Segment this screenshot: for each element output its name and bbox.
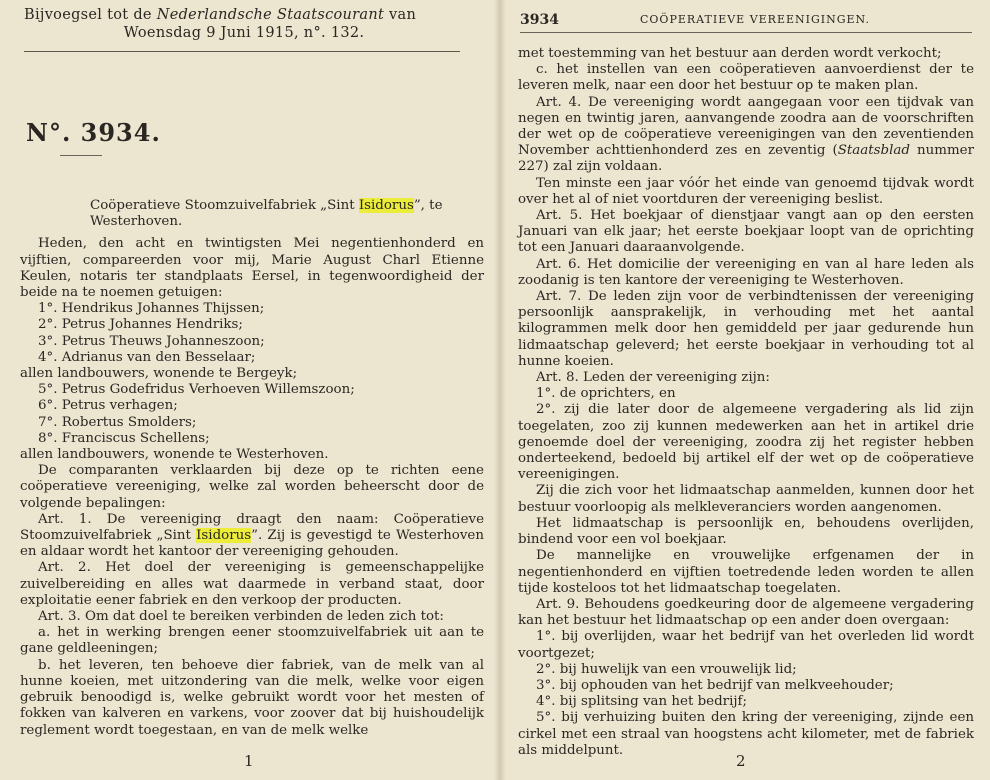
article-3: Art. 3. Om dat doel te bereiken verbinden de leden zich tot: bbox=[38, 609, 444, 625]
article-6: Art. 6. Het domicilie der vereeniging en van al hare leden als zoodanig is ten kantore der vereeniging te Westerhoven. bbox=[518, 256, 974, 288]
article-8-para5: De mannelijke en vrouwelijke erfgenamen der in negentienhonderd en vijftien toetredende leden worden te allen tijde kosteloos tot het lidmaatschap toegelaten. bbox=[518, 548, 974, 596]
paragraph-mid1: allen landbouwers, wonende te Bergeyk; bbox=[20, 366, 298, 382]
article-9-item1: 1°. bij overlijden, waar het bedrijf van het overleden lid wordt voortgezet; bbox=[518, 629, 974, 661]
document-number: N°. 3934. bbox=[26, 118, 161, 147]
header-rule bbox=[24, 51, 460, 52]
witness-8: 8°. Franciscus Schellens; bbox=[38, 430, 210, 446]
article-1: Art. 1. De vereeniging draagt den naam: Coöperatieve Stoomzuivelfabriek „Sint Isidorus”. Zij is gevestigd te Westerhoven en aldaar wordt het kantoor der vereeniging gehouden. bbox=[20, 511, 484, 560]
article-8-para4: Het lidmaatschap is persoonlijk en, behoudens overlijden, bindend voor een vol boekjaar. bbox=[518, 515, 974, 548]
article-4: Art. 4. De vereeniging wordt aangegaan voor een tijdvak van negen en twintig jaren, aanvangende zoodra aan de voorschriften der wet op de coöperatieve vereenigingen van den zeventienden November achttienhonderd zes en zeventig (Staatsblad nummer 227) zal zijn voldaan. bbox=[518, 94, 974, 175]
witness-5: 5°. Petrus Godefridus Verhoeven Willemszoon; bbox=[38, 382, 355, 398]
article-8-item1: 1°. de oprichters, en bbox=[536, 386, 676, 402]
page-number-right: 2 bbox=[736, 752, 746, 770]
page-number-left: 1 bbox=[244, 752, 254, 770]
article-9: Art. 9. Behoudens goedkeuring door de algemeene vergadering kan het bestuur het lidmaatschap op een ander doen overgaan: bbox=[518, 596, 974, 629]
paragraph-mid2: allen landbouwers, wonende te Westerhoven. bbox=[20, 447, 329, 463]
witness-2: 2°. Petrus Johannes Hendriks; bbox=[38, 317, 243, 333]
article-8: Art. 8. Leden der vereeniging zijn: bbox=[536, 370, 770, 386]
article-9-item3: 3°. bij ophouden van het bedrijf van melkveehouder; bbox=[536, 677, 894, 693]
witness-4: 4°. Adrianus van den Besselaar; bbox=[38, 349, 256, 365]
document-number-rule bbox=[60, 155, 102, 156]
continuation-line: met toestemming van het bestuur aan derden wordt verkocht; bbox=[518, 46, 942, 61]
left-header bbox=[24, 6, 464, 42]
article-5: Art. 5. Het boekjaar of dienstjaar vangt aan op den eersten Januari van elk jaar; het eerste boekjaar loopt van de oprichting tot een Januari daaraanvolgende. bbox=[518, 208, 974, 256]
article-2: Art. 2. Het doel der vereeniging is gemeenschappelijke zuivelbereiding en alles wat daarmede in verband staat, door exploitatie eener fabriek en den verkoop der producten. bbox=[20, 560, 484, 608]
right-header-caption: COÖPERATIEVE VEREENIGINGEN. bbox=[640, 13, 870, 26]
header-line-1: Bijvoegsel tot de Nederlandsche Staatscourant van bbox=[24, 7, 417, 23]
right-header-number: 3934 bbox=[520, 12, 559, 28]
doc-title-line2: Westerhoven. bbox=[90, 214, 183, 230]
article-3a: a. het in werking brengen eener stoomzuivelfabriek uit aan te gane geldleeningen; bbox=[20, 625, 484, 657]
article-3c: c. het instellen van een coöperatieven aanvoerdienst der te leveren melk, naar een door het bestuur op te maken plan. bbox=[518, 62, 974, 94]
right-text-column bbox=[518, 46, 974, 759]
article-7: Art. 7. De leden zijn voor de verbindtenissen der vereeniging persoonlijk aansprakelijk, in verhouding met het aantal kilogrammen melk door hen gemiddeld per jaar gedurende hun lidmaatschap geleverd; het eerste boekjaar in verhouding tot al hunne koeien. bbox=[518, 289, 974, 369]
article-8-para3: Zij die zich voor het lidmaatschap aanmelden, kunnen door het bestuur voorloopig als melkleveranciers worden aangenomen. bbox=[518, 483, 974, 515]
doc-title: Coöperatieve Stoomzuivelfabriek „Sint Isidorus”, te bbox=[90, 198, 443, 213]
article-9-item5: 5°. bij verhuizing buiten den kring der vereeniging, zijnde een cirkel met een straal van hoogstens acht kilometer, met de fabriek als middelpunt. bbox=[518, 710, 974, 758]
left-text-column bbox=[20, 198, 484, 739]
highlight-isidorus: Isidorus bbox=[358, 198, 414, 213]
right-header bbox=[520, 12, 972, 28]
witness-7: 7°. Robertus Smolders; bbox=[38, 414, 197, 430]
highlight-isidorus-2: Isidorus bbox=[196, 528, 252, 544]
witness-6: 6°. Petrus verhagen; bbox=[38, 398, 178, 414]
paragraph-intro: Heden, den acht en twintigsten Mei negentienhonderd en vijftien, compareerden voor mij, Marie August Charl Etienne Keulen, notaris ter standplaats Eersel, in tegenwoordigheid der beide na te noemen getuigen: bbox=[20, 236, 484, 301]
witness-1: 1°. Hendrikus Johannes Thijssen; bbox=[38, 301, 265, 317]
page-gutter bbox=[494, 0, 506, 780]
article-4-para2: Ten minste een jaar vóór het einde van genoemd tijdvak wordt over het al of niet voortduren der vereeniging beslist. bbox=[518, 175, 974, 207]
article-9-item2: 2°. bij huwelijk van een vrouwelijk lid; bbox=[536, 661, 797, 677]
header-line-2: Woensdag 9 Juni 1915, n°. 132. bbox=[123, 25, 365, 41]
article-3b: b. het leveren, ten behoeve dier fabriek, van de melk van al hunne koeien, met uitzondering van die melk, welke voor eigen gebruik benoodigd is, welke gebruikt wordt voor het mesten of fokken van kalveren en varkens, voor zoover dat bij huishoudelijk reglement wordt toegestaan, en van de melk welke bbox=[20, 657, 484, 738]
article-9-item4: 4°. bij splitsing van het bedrijf; bbox=[536, 694, 747, 710]
paragraph-comparanten: De comparanten verklaarden bij deze op te richten eene coöperatieve vereeniging, welke zal worden beheerscht door de volgende bepalingen: bbox=[20, 463, 484, 511]
right-header-rule bbox=[520, 32, 972, 33]
witness-3: 3°. Petrus Theuws Johanneszoon; bbox=[38, 333, 265, 349]
article-8-item2: 2°. zij die later door de algemeene vergadering als lid zijn toegelaten, zoo zij kunnen medewerken aan het in artikel drie genoemde doel der vereeniging, zoodra zij het register hebben onderteekend, bedoeld bij artikel elf der wet op de coöperatieve vereenigingen. bbox=[518, 402, 974, 483]
